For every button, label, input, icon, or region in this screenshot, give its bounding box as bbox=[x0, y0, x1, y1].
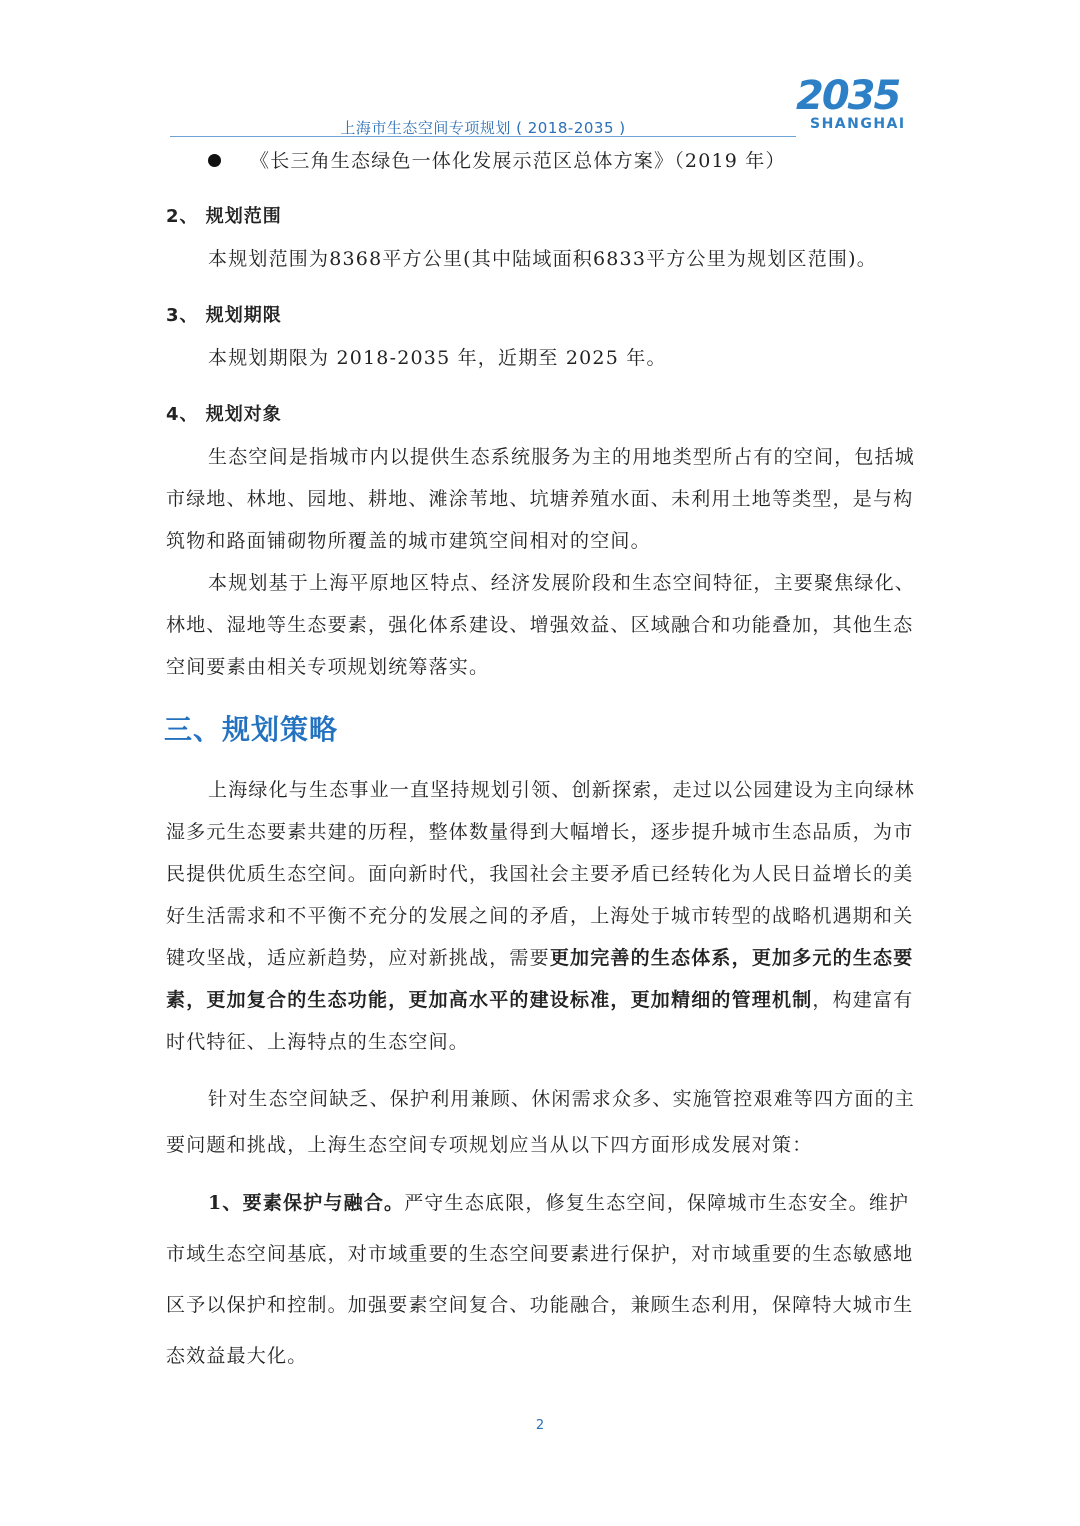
period-heading: 3、 规划期限 bbox=[166, 305, 282, 326]
period-body: 本规划期限为 2018-2035 年，近期至 2025 年。 bbox=[208, 347, 667, 369]
logo-number: 2035 bbox=[796, 73, 900, 119]
shanghai-2035-logo bbox=[794, 73, 918, 134]
item-1-title: 1、要素保护与融合。 bbox=[208, 1192, 405, 1214]
strategy-section-title: 三、规划策略 bbox=[164, 713, 339, 746]
strategy-para1-bold: 更加完善的生态体系，更加多元的生态要素，更加复合的生态功能，更加高水平的建设标准，更加精细的管理机制 bbox=[166, 947, 914, 1011]
bullet-icon bbox=[208, 154, 221, 167]
object-paragraph-2: 本规划基于上海平原地区特点、经济发展阶段和生态空间特征，主要聚焦绿化、林地、湿地等生态要素，强化体系建设、增强效益、区域融合和功能叠加，其他生态空间要素由相关专项规划统筹落实。 bbox=[166, 572, 916, 678]
scope-heading: 2、 规划范围 bbox=[166, 206, 282, 227]
header-divider bbox=[170, 136, 796, 137]
scope-body: 本规划范围为8368平方公里(其中陆域面积6833平方公里为规划区范围)。 bbox=[208, 248, 877, 270]
logo-text: SHANGHAI bbox=[810, 116, 906, 132]
item-1-text: 严守生态底限，修复生态空间，保障城市生态安全。维护市域生态空间基底，对市域重要的生态空间要素进行保护，对市域重要的生态敏感地区予以保护和控制。加强要素空间复合、功能融合，兼顾生态利用，保障特大城市生态效益最大化。 bbox=[166, 1192, 914, 1367]
bullet-item: 《长三角生态绿色一体化发展示范区总体方案》（2019 年） bbox=[250, 150, 786, 172]
strategy-para1-tail: ，构建富有时代特征、上海特点的生态空间。 bbox=[166, 989, 914, 1053]
strategy-paragraph-2: 针对生态空间缺乏、保护利用兼顾、休闲需求众多、实施管控艰难等四方面的主要问题和挑战，上海生态空间专项规划应当从以下四方面形成发展对策： bbox=[166, 1088, 916, 1156]
strategy-item-1 bbox=[166, 1178, 918, 1382]
strategy-paragraph-1 bbox=[166, 769, 918, 1063]
strategy-para1-text: 上海绿化与生态事业一直坚持规划引领、创新探索，走过以公园建设为主向绿林湿多元生态要素共建的历程，整体数量得到大幅增长，逐步提升城市生态品质，为市民提供优质生态空间。面向新时代，我国社会主要矛盾已经转化为人民日益增长的美好生活需求和不平衡不充分的发展之间的矛盾，上海处于城市转型的战略机遇期和关键攻坚战，适应新趋势，应对新挑战，需要 bbox=[166, 779, 916, 969]
header-title: 上海市生态空间专项规划 ( 2018-2035 ) bbox=[340, 119, 626, 137]
page-number: 2 bbox=[535, 1418, 545, 1433]
object-heading: 4、 规划对象 bbox=[166, 404, 282, 425]
object-paragraph-1: 生态空间是指城市内以提供生态系统服务为主的用地类型所占有的空间，包括城市绿地、林地、园地、耕地、滩涂苇地、坑塘养殖水面、未利用土地等类型，是与构筑物和路面铺砌物所覆盖的城市建筑空间相对的空间。 bbox=[166, 446, 916, 552]
